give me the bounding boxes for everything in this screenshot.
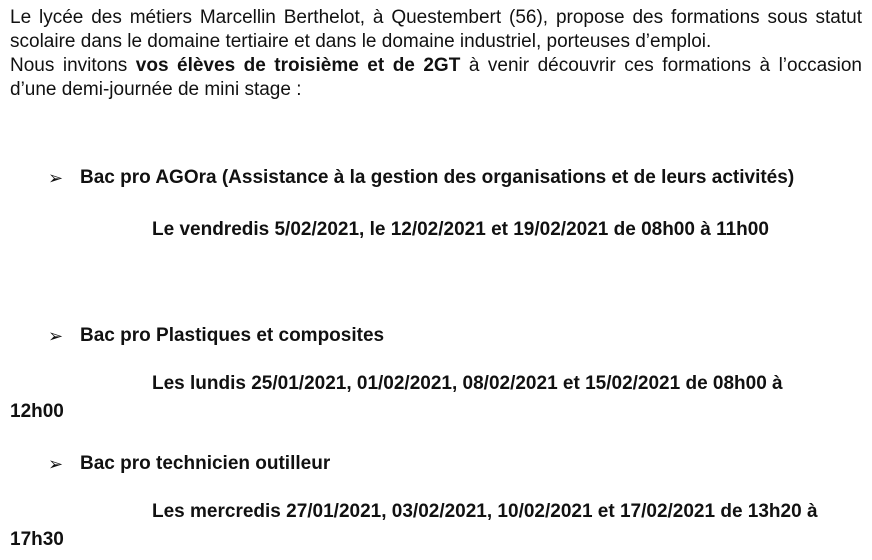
bullet-arrow-icon: ➢ [48,454,64,474]
formation-title-row [0,322,840,350]
formation-dates: Les mercredis 27/01/2021, 03/02/2021, 10/02/2021 et 17/02/2021 de 13h20 à 17h30 [10,501,818,550]
intro-paragraph-2-end: à venir découvrir ces formations à l’occasion d’une demi-journée de mini stage : [10,55,862,100]
formation-dates: Les lundis 25/01/2021, 01/02/2021, 08/02/2021 et 15/02/2021 de 08h00 à 12h00 [10,373,783,422]
intro-paragraph-2-bold: vos élèves de troisième et de 2GT [135,55,461,76]
intro-paragraph-2-start: Nous invitons [10,55,136,76]
bullet-arrow-icon: ➢ [48,168,64,188]
intro-paragraph-1: Le lycée des métiers Marcellin Berthelot, à Questembert (56), propose des formations sous statut scolaire dans le domaine tertiaire et dans le domaine industriel, porteuses d’emploi. [10,7,862,52]
formation-outilleur [0,450,872,554]
formation-title-row [0,164,840,192]
formation-dates: Le vendredis 5/02/2021, le 12/02/2021 et 19/02/2021 de 08h00 à 11h00 [152,219,769,240]
bullet-arrow-icon: ➢ [48,326,64,346]
intro-section [10,6,862,102]
formation-title: Bac pro Plastiques et composites [80,325,385,346]
formation-plastiques [0,322,872,426]
formation-title: Bac pro technicien outilleur [80,453,331,474]
formation-agora [0,164,872,244]
intro-paragraph-2 [10,54,862,102]
formation-title: Bac pro AGOra (Assistance à la gestion des organisations et de leurs activités) [80,167,795,188]
formation-title-row [0,450,840,478]
